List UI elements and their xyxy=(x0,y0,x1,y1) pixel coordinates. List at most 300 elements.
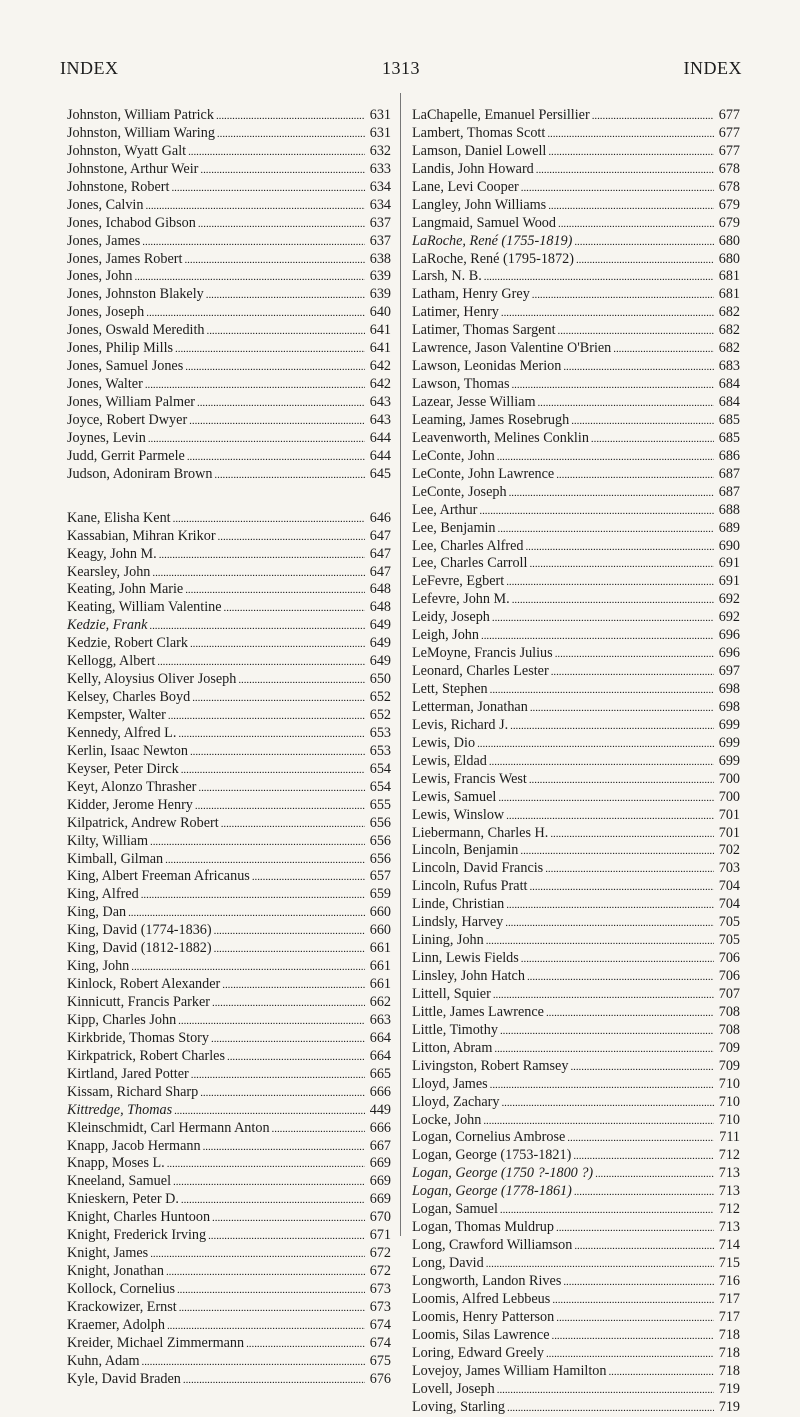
entry-page: 672 xyxy=(367,1263,391,1281)
index-entry xyxy=(67,581,391,599)
index-entry xyxy=(67,125,391,143)
index-entry xyxy=(67,1353,391,1371)
dot-leader xyxy=(246,1335,365,1354)
entry-page: 647 xyxy=(367,546,391,564)
dot-leader xyxy=(479,502,714,521)
index-entry xyxy=(67,1138,391,1156)
entry-page: 685 xyxy=(716,430,740,448)
entry-name: Jones, James Robert xyxy=(67,251,182,269)
entry-name: Keating, William Valentine xyxy=(67,599,222,617)
dot-leader xyxy=(179,1299,365,1318)
entry-name: Kidder, Jerome Henry xyxy=(67,797,193,815)
right-column xyxy=(412,107,740,1416)
entry-name: Lindsly, Harvey xyxy=(412,914,503,932)
index-entry xyxy=(67,1245,391,1263)
entry-page: 712 xyxy=(716,1201,740,1219)
index-entry xyxy=(67,412,391,430)
entry-name: Loving, Starling xyxy=(412,1399,505,1417)
dot-leader xyxy=(484,268,714,287)
entry-name: Jones, Oswald Meredith xyxy=(67,322,205,340)
dot-leader xyxy=(500,1022,714,1041)
entry-page: 681 xyxy=(716,268,740,286)
dot-leader xyxy=(177,1281,365,1300)
entry-name: LeConte, John xyxy=(412,448,495,466)
group-spacer xyxy=(67,484,391,510)
entry-name: Kassabian, Mihran Krikor xyxy=(67,528,216,546)
dot-leader xyxy=(188,143,365,162)
dot-leader xyxy=(527,968,714,987)
dot-leader xyxy=(510,717,714,736)
index-entry xyxy=(412,555,740,573)
index-entry xyxy=(67,904,391,922)
index-entry xyxy=(67,886,391,904)
entry-name: Jones, Walter xyxy=(67,376,143,394)
entry-name: Kimball, Gilman xyxy=(67,851,163,869)
entry-page: 707 xyxy=(716,986,740,1004)
dot-leader xyxy=(483,1112,714,1131)
entry-page: 712 xyxy=(716,1147,740,1165)
dot-leader xyxy=(173,1173,365,1192)
entry-page: 709 xyxy=(716,1058,740,1076)
entry-name: Kearsley, John xyxy=(67,564,150,582)
entry-name: King, David (1812-1882) xyxy=(67,940,212,958)
entry-page: 717 xyxy=(716,1309,740,1327)
entry-name: Locke, John xyxy=(412,1112,481,1130)
entry-name: LeConte, Joseph xyxy=(412,484,507,502)
dot-leader xyxy=(212,1209,365,1228)
entry-name: Long, David xyxy=(412,1255,484,1273)
dot-leader xyxy=(592,107,714,126)
entry-name: Lambert, Thomas Scott xyxy=(412,125,545,143)
entry-page: 645 xyxy=(367,466,391,484)
dot-leader xyxy=(574,1237,714,1256)
dot-leader xyxy=(563,1273,714,1292)
index-entry xyxy=(412,825,740,843)
dot-leader xyxy=(547,125,714,144)
entry-page: 671 xyxy=(367,1227,391,1245)
index-entry xyxy=(412,125,740,143)
entry-name: Kedzie, Frank xyxy=(67,617,147,635)
dot-leader xyxy=(185,581,365,600)
index-entry xyxy=(412,1327,740,1345)
dot-leader xyxy=(152,564,365,583)
entry-name: Lewis, Eldad xyxy=(412,753,487,771)
entry-name: Kinlock, Robert Alexander xyxy=(67,976,220,994)
entry-name: Leavenworth, Melines Conklin xyxy=(412,430,589,448)
entry-page: 719 xyxy=(716,1381,740,1399)
entry-page: 701 xyxy=(716,807,740,825)
entry-name: Lane, Levi Cooper xyxy=(412,179,519,197)
entry-page: 633 xyxy=(367,161,391,179)
entry-page: 677 xyxy=(716,107,740,125)
dot-leader xyxy=(509,484,714,503)
dot-leader xyxy=(563,358,714,377)
index-entry xyxy=(67,599,391,617)
dot-leader xyxy=(574,1183,714,1202)
entry-page: 715 xyxy=(716,1255,740,1273)
entry-page: 656 xyxy=(367,815,391,833)
dot-leader xyxy=(521,179,714,198)
index-entry xyxy=(67,779,391,797)
index-entry xyxy=(412,215,740,233)
index-entry xyxy=(67,215,391,233)
entry-page: 678 xyxy=(716,179,740,197)
dot-leader xyxy=(217,125,365,144)
entry-page: 681 xyxy=(716,286,740,304)
entry-name: Johnstone, Arthur Weir xyxy=(67,161,198,179)
entry-page: 677 xyxy=(716,143,740,161)
entry-name: LeConte, John Lawrence xyxy=(412,466,554,484)
index-entry xyxy=(67,689,391,707)
dot-leader xyxy=(150,833,365,852)
entry-name: King, Dan xyxy=(67,904,126,922)
index-group-j xyxy=(67,107,391,484)
dot-leader xyxy=(200,1084,365,1103)
entry-name: Knight, Jonathan xyxy=(67,1263,164,1281)
dot-leader xyxy=(494,1040,714,1059)
index-entry xyxy=(412,1381,740,1399)
index-entry xyxy=(67,725,391,743)
index-entry xyxy=(412,1399,740,1417)
entry-page: 669 xyxy=(367,1191,391,1209)
dot-leader xyxy=(481,627,714,646)
entry-page: 704 xyxy=(716,878,740,896)
entry-name: Johnstone, Robert xyxy=(67,179,169,197)
entry-name: Jones, John xyxy=(67,268,132,286)
index-entry xyxy=(412,986,740,1004)
header-left-label: INDEX xyxy=(60,58,119,79)
entry-page: 650 xyxy=(367,671,391,689)
entry-page: 706 xyxy=(716,968,740,986)
dot-leader xyxy=(157,653,365,672)
entry-page: 634 xyxy=(367,179,391,197)
entry-page: 682 xyxy=(716,340,740,358)
entry-name: Kilty, William xyxy=(67,833,148,851)
entry-page: 652 xyxy=(367,707,391,725)
entry-page: 714 xyxy=(716,1237,740,1255)
entry-page: 673 xyxy=(367,1299,391,1317)
entry-name: Lawson, Thomas xyxy=(412,376,509,394)
entry-page: 646 xyxy=(367,510,391,528)
index-entry xyxy=(67,1371,391,1389)
dot-leader xyxy=(198,215,365,234)
dot-leader xyxy=(191,1066,365,1085)
entry-name: Lett, Stephen xyxy=(412,681,488,699)
entry-page: 700 xyxy=(716,789,740,807)
dot-leader xyxy=(198,779,365,798)
index-entry xyxy=(412,717,740,735)
entry-page: 638 xyxy=(367,251,391,269)
entry-page: 674 xyxy=(367,1335,391,1353)
dot-leader xyxy=(530,699,714,718)
dot-leader xyxy=(149,617,365,636)
dot-leader xyxy=(175,340,365,359)
entry-name: Lawson, Leonidas Merion xyxy=(412,358,561,376)
entry-name: Lawrence, Jason Valentine O'Brien xyxy=(412,340,611,358)
index-entry xyxy=(67,466,391,484)
entry-page: 640 xyxy=(367,304,391,322)
index-entry xyxy=(412,1040,740,1058)
entry-page: 701 xyxy=(716,825,740,843)
dot-leader xyxy=(206,286,365,305)
entry-page: 649 xyxy=(367,617,391,635)
entry-name: Logan, George (1750 ?-1800 ?) xyxy=(412,1165,593,1183)
dot-leader xyxy=(558,215,714,234)
entry-name: Joynes, Levin xyxy=(67,430,146,448)
dot-leader xyxy=(558,322,714,341)
index-entry xyxy=(412,1165,740,1183)
entry-page: 669 xyxy=(367,1173,391,1191)
dot-leader xyxy=(128,904,365,923)
entry-name: Linde, Christian xyxy=(412,896,504,914)
entry-page: 696 xyxy=(716,627,740,645)
entry-page: 632 xyxy=(367,143,391,161)
dot-leader xyxy=(521,950,714,969)
dot-leader xyxy=(506,896,714,915)
entry-name: Lewis, Samuel xyxy=(412,789,496,807)
index-entry xyxy=(412,466,740,484)
dot-leader xyxy=(555,645,714,664)
dot-leader xyxy=(548,197,714,216)
index-entry xyxy=(67,1299,391,1317)
dot-leader xyxy=(142,233,365,252)
entry-page: 689 xyxy=(716,520,740,538)
dot-leader xyxy=(536,161,714,180)
index-entry xyxy=(67,268,391,286)
entry-page: 653 xyxy=(367,743,391,761)
dot-leader xyxy=(227,1048,365,1067)
entry-page: 654 xyxy=(367,779,391,797)
entry-name: LaRoche, René (1755-1819) xyxy=(412,233,572,251)
index-entry xyxy=(67,1084,391,1102)
entry-page: 713 xyxy=(716,1165,740,1183)
entry-name: Kittredge, Thomas xyxy=(67,1102,172,1120)
dot-leader xyxy=(146,304,365,323)
index-entry xyxy=(412,609,740,627)
entry-name: King, Alfred xyxy=(67,886,139,904)
entry-page: 637 xyxy=(367,233,391,251)
dot-leader xyxy=(506,807,714,826)
entry-name: Lee, Benjamin xyxy=(412,520,496,538)
index-entry xyxy=(67,394,391,412)
dot-leader xyxy=(591,430,714,449)
entry-name: Linsley, John Hatch xyxy=(412,968,525,986)
entry-page: 698 xyxy=(716,681,740,699)
entry-name: LeMoyne, Francis Julius xyxy=(412,645,553,663)
entry-page: 631 xyxy=(367,107,391,125)
entry-page: 674 xyxy=(367,1317,391,1335)
dot-leader xyxy=(511,376,714,395)
index-entry xyxy=(412,645,740,663)
dot-leader xyxy=(552,1327,714,1346)
index-entry xyxy=(67,976,391,994)
entry-page: 687 xyxy=(716,466,740,484)
index-entry xyxy=(67,922,391,940)
dot-leader xyxy=(174,1102,365,1121)
dot-leader xyxy=(252,868,365,887)
entry-page: 708 xyxy=(716,1022,740,1040)
entry-name: Letterman, Jonathan xyxy=(412,699,528,717)
index-entry xyxy=(67,653,391,671)
dot-leader xyxy=(159,546,365,565)
entry-name: Kleinschmidt, Carl Hermann Anton xyxy=(67,1120,270,1138)
entry-name: Knight, James xyxy=(67,1245,148,1263)
entry-name: Jones, William Palmer xyxy=(67,394,195,412)
entry-page: 696 xyxy=(716,645,740,663)
dot-leader xyxy=(552,1291,714,1310)
entry-page: 660 xyxy=(367,904,391,922)
entry-name: Kempster, Walter xyxy=(67,707,166,725)
index-entry xyxy=(412,286,740,304)
entry-name: Johnston, William Patrick xyxy=(67,107,214,125)
index-entry xyxy=(67,1227,391,1245)
index-entry xyxy=(67,233,391,251)
entry-name: Loomis, Alfred Lebbeus xyxy=(412,1291,550,1309)
index-entry xyxy=(412,484,740,502)
dot-leader xyxy=(218,528,365,547)
entry-page: 657 xyxy=(367,868,391,886)
index-entry xyxy=(412,107,740,125)
entry-name: Kane, Elisha Kent xyxy=(67,510,171,528)
entry-name: Longworth, Landon Rives xyxy=(412,1273,561,1291)
entry-page: 682 xyxy=(716,322,740,340)
entry-name: Kinnicutt, Francis Parker xyxy=(67,994,210,1012)
entry-name: Kedzie, Robert Clark xyxy=(67,635,188,653)
index-entry xyxy=(67,1209,391,1227)
entry-name: Loring, Edward Greely xyxy=(412,1345,544,1363)
entry-page: 672 xyxy=(367,1245,391,1263)
entry-name: Lamson, Daniel Lowell xyxy=(412,143,546,161)
entry-name: Landis, John Howard xyxy=(412,161,534,179)
index-entry xyxy=(67,617,391,635)
entry-page: 639 xyxy=(367,286,391,304)
dot-leader xyxy=(613,340,714,359)
entry-name: Judson, Adoniram Brown xyxy=(67,466,212,484)
entry-name: Loomis, Henry Patterson xyxy=(412,1309,554,1327)
dot-leader xyxy=(197,394,365,413)
entry-name: Loomis, Silas Lawrence xyxy=(412,1327,550,1345)
dot-leader xyxy=(505,914,714,933)
dot-leader xyxy=(537,394,714,413)
index-entry xyxy=(412,699,740,717)
index-entry xyxy=(412,1309,740,1327)
dot-leader xyxy=(183,1371,365,1390)
entry-name: Kirtland, Jared Potter xyxy=(67,1066,189,1084)
entry-name: Jones, Samuel Jones xyxy=(67,358,183,376)
entry-page: 664 xyxy=(367,1030,391,1048)
entry-name: Leigh, John xyxy=(412,627,479,645)
entry-name: Latimer, Henry xyxy=(412,304,499,322)
entry-name: Little, James Lawrence xyxy=(412,1004,544,1022)
entry-page: 676 xyxy=(367,1371,391,1389)
entry-name: Leidy, Joseph xyxy=(412,609,490,627)
index-entry xyxy=(67,546,391,564)
entry-name: Lewis, Dio xyxy=(412,735,475,753)
entry-page: 647 xyxy=(367,528,391,546)
entry-page: 663 xyxy=(367,1012,391,1030)
index-entry xyxy=(67,251,391,269)
index-entry xyxy=(67,1120,391,1138)
dot-leader xyxy=(486,932,714,951)
index-entry xyxy=(412,1076,740,1094)
dot-leader xyxy=(497,448,714,467)
entry-name: Kellogg, Albert xyxy=(67,653,155,671)
dot-leader xyxy=(498,789,714,808)
dot-leader xyxy=(181,761,365,780)
index-entry xyxy=(67,564,391,582)
entry-name: Kissam, Richard Sharp xyxy=(67,1084,198,1102)
entry-name: Kreider, Michael Zimmermann xyxy=(67,1335,244,1353)
index-entry xyxy=(67,743,391,761)
index-entry xyxy=(67,1155,391,1173)
index-entry xyxy=(67,1066,391,1084)
index-entry xyxy=(67,107,391,125)
index-entry xyxy=(412,1022,740,1040)
entry-page: 637 xyxy=(367,215,391,233)
entry-name: Lefevre, John M. xyxy=(412,591,510,609)
entry-page: 660 xyxy=(367,922,391,940)
dot-leader xyxy=(221,815,365,834)
entry-name: Keyser, Peter Dirck xyxy=(67,761,179,779)
dot-leader xyxy=(556,1309,714,1328)
entry-name: Kennedy, Alfred L. xyxy=(67,725,176,743)
entry-page: 666 xyxy=(367,1084,391,1102)
dot-leader xyxy=(489,753,714,772)
entry-page: 710 xyxy=(716,1076,740,1094)
index-entry xyxy=(412,1291,740,1309)
dot-leader xyxy=(173,510,365,529)
index-group-k xyxy=(67,510,391,1389)
entry-page: 683 xyxy=(716,358,740,376)
dot-leader xyxy=(570,1058,714,1077)
dot-leader xyxy=(167,1317,365,1336)
dot-leader xyxy=(576,251,714,270)
entry-name: King, David (1774-1836) xyxy=(67,922,212,940)
dot-leader xyxy=(546,1345,714,1364)
index-entry xyxy=(412,412,740,430)
dot-leader xyxy=(486,1255,714,1274)
dot-leader xyxy=(214,940,365,959)
entry-page: 449 xyxy=(367,1102,391,1120)
dot-leader xyxy=(595,1165,714,1184)
entry-page: 644 xyxy=(367,448,391,466)
entry-name: Kraemer, Adolph xyxy=(67,1317,165,1335)
dot-leader xyxy=(525,538,714,557)
dot-leader xyxy=(608,1363,714,1382)
index-entry xyxy=(67,286,391,304)
dot-leader xyxy=(224,599,365,618)
entry-name: Lovell, Joseph xyxy=(412,1381,495,1399)
entry-name: Jones, Johnston Blakely xyxy=(67,286,204,304)
dot-leader xyxy=(142,1353,365,1372)
entry-name: LaChapelle, Emanuel Persillier xyxy=(412,107,590,125)
entry-page: 641 xyxy=(367,322,391,340)
index-entry xyxy=(67,510,391,528)
index-entry xyxy=(412,735,740,753)
entry-name: Latimer, Thomas Sargent xyxy=(412,322,556,340)
index-entry xyxy=(67,197,391,215)
dot-leader xyxy=(211,1030,365,1049)
index-entry xyxy=(67,707,391,725)
index-entry xyxy=(67,994,391,1012)
dot-leader xyxy=(529,878,714,897)
entry-page: 679 xyxy=(716,215,740,233)
index-entry xyxy=(412,1237,740,1255)
entry-name: Knight, Charles Huntoon xyxy=(67,1209,210,1227)
dot-leader xyxy=(501,1094,714,1113)
entry-page: 675 xyxy=(367,1353,391,1371)
index-entry xyxy=(67,1191,391,1209)
